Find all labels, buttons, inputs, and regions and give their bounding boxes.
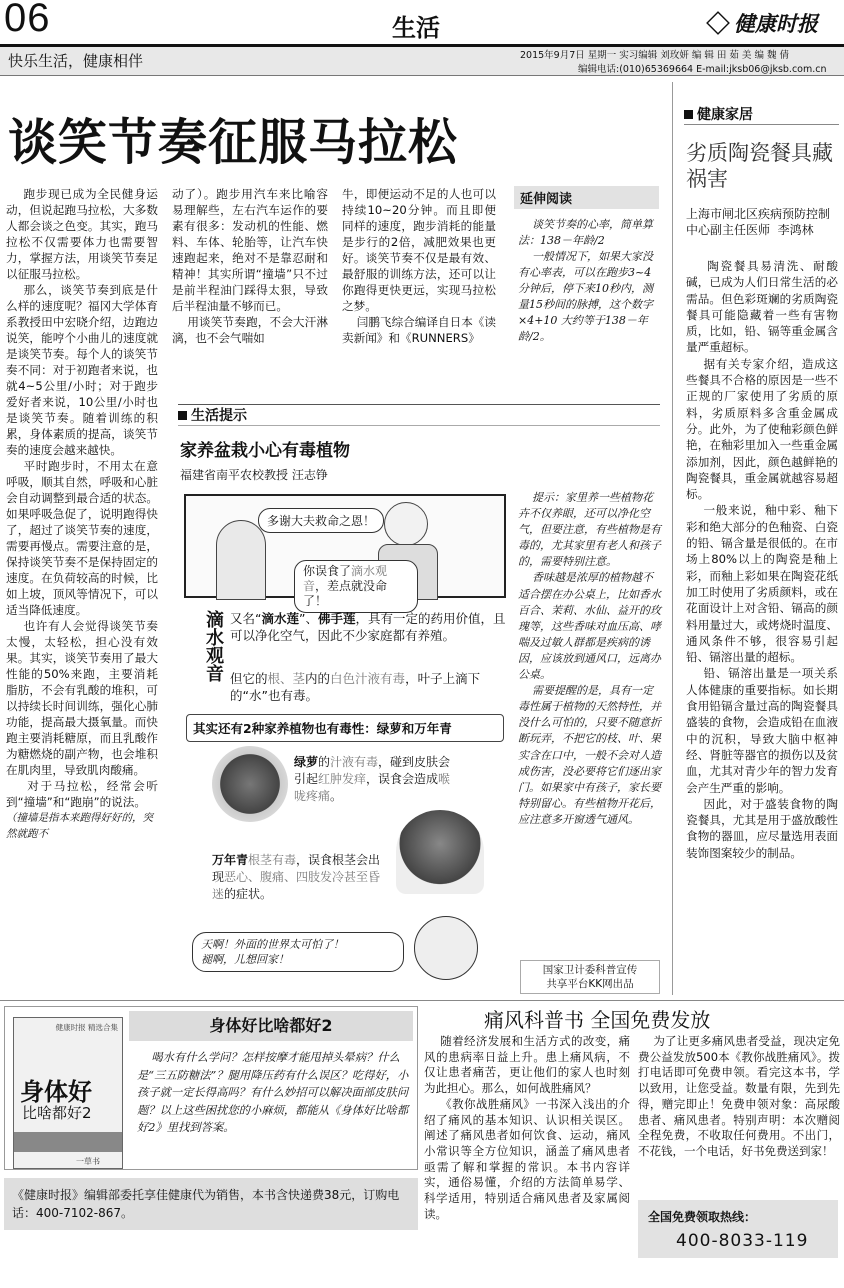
contact-line: 编辑电话:(010)65369664 E-mail:jksb06@jksb.com.cn: [578, 64, 827, 75]
header-rule-bottom: [0, 75, 844, 76]
home-column-tag: [684, 104, 839, 125]
lvluo-text: [294, 754, 454, 805]
lvluo-highlight: 喉咙疼痛: [294, 772, 451, 803]
book-ad-notice: [4, 1178, 418, 1230]
home-column-tag-label: 健康家居: [697, 107, 753, 123]
plant-aliases: [230, 610, 506, 644]
bubble-out: 天啊！外面的世界太可怕了！ 褪啊，儿想回家！: [192, 932, 404, 972]
book-cover-title-2: 比啥都好2: [22, 1104, 92, 1122]
life-tips-credit: 国家卫计委科普宣传 共享平台KK网出品: [520, 960, 660, 994]
bubble-warn-text-end: ，差点就没命了！: [303, 579, 388, 608]
section-title: 生活: [392, 13, 440, 42]
book-cover-sub: 一草书: [76, 1157, 100, 1166]
extended-reading: [514, 186, 659, 398]
book-ad-title: 身体好比啥都好2: [209, 1016, 333, 1035]
bubble-warn: [294, 560, 418, 613]
home-column-rule: [672, 82, 673, 995]
lvluo-highlight: 红肿发痒: [318, 772, 367, 786]
book-ad-notice-text: 《健康时报》编辑部委托享佳健康代为销售，本书含快递费38元，订购电话：400-7102-867。: [12, 1188, 400, 1220]
wannianqing-highlight: 根茎有毒: [248, 853, 297, 867]
plant-warning: [230, 670, 506, 704]
paper-logo: [706, 8, 818, 38]
plant-infographic: [182, 492, 510, 992]
wannianqing-text-part: ，误食根茎会出现: [212, 853, 381, 884]
bubble-thanks: 多谢大夫救命之恩！: [258, 508, 384, 533]
plant-warning-highlight: 根、茎: [267, 671, 306, 686]
plant-aliases-text-end: ，具有一定的药用价值，且可以净化空气，因此不少家庭都有养殖。: [230, 611, 506, 643]
home-column-byline: 上海市闸北区疾病预防控制中心副主任医师 李鸿林: [686, 207, 831, 237]
paper-name: 健康时报: [734, 11, 818, 36]
main-article-note: （撞墙是指本来跑得好好的，突然就跑不: [6, 812, 153, 840]
plant-warning-text: 内的: [305, 671, 331, 686]
plant-vertical-label: 滴水观音: [203, 610, 224, 682]
tag-square-icon: [178, 411, 187, 420]
plant-alias-1: 滴水莲: [261, 611, 299, 626]
lvluo-text-end: 。: [330, 789, 343, 803]
crying-character: [414, 916, 478, 980]
plant-aliases-text: 又名“: [230, 611, 262, 626]
main-article-col3: 牛，即便运动不足的人也可以持续10~20分钟。而且即便同样的速度，跑步消耗的能量是步行的2倍，减肥效果也更好。谈笑节奏不仅是最有效、最舒服的训练方法，还可以让你跑得更快更远，实现马拉松之梦。 闫鹏飞综合编译自日本《读卖新闻》和《RUNNERS》: [342, 187, 496, 345]
wannianqing-text-end: 的症状。: [224, 887, 273, 901]
lvluo-text-part: ，误食会造成: [366, 772, 439, 786]
life-tips-tag: [178, 404, 660, 426]
plant-warning-text-end: ，叶子上滴下的“水”也有毒。: [230, 671, 481, 703]
bottom-rule: [0, 1000, 844, 1001]
lvluo-text-part: 的: [318, 755, 331, 769]
main-article-text: 跑步现已成为全民健身运动，但说起跑马拉松，大多数人都会谈之色变。其实，跑马拉松不仅需要体力也需要智力，掌握方法，用谈笑节奏足以征服马拉松。 那么，谈笑节奏到底是什么样的速度呢？福冈大学体育系教授田中宏晓介绍，边跑边说笑，能哼个小曲儿的速度就是谈笑节奏。每个人的谈笑节奏不同：对于初跑者来说，也就4~5公里/小时；对于跑步爱好者来说，10公里/小时也是谈笑节奏。随着训练的积累，身体素质的提高，谈笑节奏的速度会越来越快。 平时跑步时，不用太在意呼吸，顺其自然，呼吸和心脏会自动调整到最合适的状态。如果呼吸急促了，说明跑得快了，超过了谈笑节奏的速度，需要再慢点。需要注意的是，保持谈笑节奏不是保持固定的速度。在负荷较高的时候，比如上坡，顶风等情况下，可以适当降低速度。 也许有人会觉得谈笑节奏太慢，太轻松，担心没有效果。其实，谈笑节奏用了最大性能的50%来跑，主要消耗脂肪，不会有乳酸的堆积，可以持续长时间训练，强化心肺功能，提高最大摄氧量。而快跑主要消耗糖原，而且乳酸作为糖燃烧的副产物，也会堆积在肌肉里，导致肌肉酸痛。 对于马拉松，经常会听到“撞墙”和“跑崩”的说法。: [6, 187, 158, 809]
plant-alias-2: 佛手莲: [317, 611, 356, 626]
lvluo-plant-image: [212, 746, 288, 822]
patient-figure: [384, 502, 428, 546]
gout-ad-col2: 为了让更多痛风患者受益，现决定免费公益发放500本《教你战胜痛风》。拨打电话即可免费申领。看完这本书，学以致用，让您受益。数量有限，先到先得，赠完即止！免费申领对象：高尿酸患者、痛风患者。特别声明：本次赠阅全程免费，不收取任何费用。不出门，不花钱，一个电话，好书免费送到家！: [638, 1034, 841, 1158]
bubble-warn-highlight: 滴水观音: [303, 564, 388, 593]
gout-ad-headline: 痛风科普书 全国免费发放: [484, 1008, 711, 1032]
lvluo-name: 绿萝: [294, 755, 319, 769]
comic-panel: [184, 494, 506, 608]
plant-banner: 其实还有2种家养植物也有毒性：绿萝和万年青: [186, 714, 504, 742]
book-cover-band: [14, 1132, 122, 1152]
plant-warning-text: 但它的: [230, 671, 268, 686]
main-headline: 谈笑节奏征服马拉松: [8, 114, 459, 171]
gout-hotline-number[interactable]: 400-8033-119: [676, 1231, 809, 1251]
main-article-col1: [6, 186, 158, 842]
plant-alias-sep: ”、: [299, 611, 318, 626]
tag-square-icon: [684, 110, 693, 119]
book-ad-text: 喝水有什么学问？怎样按摩才能甩掉头晕病？什么是“三五防糖法”？腿用降压药有什么误区？吃得好，小孩子就一定长得高吗？有什么妙招可以解决面部皮肤问题？以上这些困扰您的小麻烦，都能从《身体好比啥都好2》里找到答案。: [137, 1051, 409, 1134]
home-column-headline: 劣质陶瓷餐具藏祸害: [686, 141, 833, 191]
gout-hotline-label: 全国免费领取热线：: [648, 1210, 757, 1224]
date-line: 2015年9月7日 星期一 实习编辑 刘玫妍 编 辑 田 茹 美 编 魏 倩: [520, 50, 789, 61]
life-tips-headline: 家养盆栽小心有毒植物: [180, 441, 350, 461]
logo-icon: [706, 11, 730, 35]
doctor-figure: [216, 520, 266, 600]
bubble-warn-text: 你误食了: [303, 564, 352, 578]
life-tips-text: 提示：家里养一些植物花卉不仅养眼，还可以净化空气，但要注意，有些植物是有毒的，尤其家里有老人和孩子的，需要特别注意。 香味越是浓厚的植物越不适合摆在办公桌上，比如香水百合、茉莉、水仙、益开的玫瑰等，这些香味对血压高、哮喘及过敏人群都是疾病的诱因，应该放到通风口，远离办公桌。 需要提醒的是，具有一定毒性属于植物的天然特性，并没什么可怕的，只要不随意折断玩弄，不把它的枝、叶、果实含在口中，一般不会对人造成伤害，没必要将它们逐出家门。如果家中有孩子，家长要特别留心。有些植物开花后，应注意多开窗透气通风。: [518, 491, 661, 826]
wannianqing-highlight: 恶心、腹痛、四肢发冷甚至昏迷: [212, 870, 381, 901]
gout-hotline-box: [638, 1200, 838, 1258]
book-cover: [13, 1017, 123, 1169]
gout-ad-col1: 随着经济发展和生活方式的改变，痛风的患病率日益上升。患上痛风病，不仅让患者痛苦，更让他们的家人也时刻为此担心。那么，如何战胜痛风？ 《教你战胜痛风》一书深入浅出的介绍了痛风的基本知识、认识相关误区。阐述了痛风患者如何饮食、运动，痛风小常识等全方位知识，涵盖了痛风患者亟需了解和掌握的常识。本书内容详实，通俗易懂，介绍的方法简单易学、科学适用，特别适合痛风患者及家属阅读。: [424, 1034, 631, 1221]
book-ad: [4, 1006, 418, 1170]
plant-warning-highlight: 白色汁液有毒: [330, 671, 406, 686]
lvluo-highlight: 汁液有毒: [330, 755, 379, 769]
home-column-body: 陶瓷餐具易清洗、耐酸碱，已成为人们日常生活的必需品。但色彩斑斓的劣质陶瓷餐具可能隐藏着一些有害物质，比如，铅、镉等重金属含量严重超标。 据有关专家介绍，造成这些餐具不合格的原因是一些不正规的厂家使用了劣质的原料，劣质原料多含重金属成分。此外，为了使釉彩颜色鲜艳，在釉彩里加入一些重金属添加剂，因此，颜色越鲜艳的陶瓷餐具，重金属就越容易超标。 一般来说，釉中彩、釉下彩和绝大部分的色釉瓷、白瓷的铅、镉含量是很低的。在市场上80%以上的陶瓷是釉上彩，而釉上彩如果在陶瓷花纸加工时使用了劣质颜料，或在花面设计上对含铅、镉高的颜料用量过大，或烤烧时温度、通风条件不够，很容易引起铅、镉溶出量的超标。 铅、镉溶出量是一项关系人体健康的重要指标。如长期食用铅镉含量过高的陶瓷餐具盛装的食物，会造成铅在血液中的沉积，导致大脑中枢神经、肾脏等器官的损伤以及贫血，尤其对青少年的智力发育会产生严重的影响。 因此，对于盛装食物的陶瓷餐具，尤其是用于盛放酸性食物的器皿，应尽量选用表面装饰图案较少的制品。: [686, 259, 838, 860]
wannianqing-text: [212, 852, 386, 903]
page-number: 06: [4, 0, 51, 40]
book-cover-top: 健康时报 精选合集: [55, 1023, 118, 1032]
extended-reading-title: 延伸阅读: [514, 186, 659, 209]
extended-reading-text: 谈笑节奏的心率，简单算法：138－年龄/2 一般情况下，如果大家没有心率表，可以在跑步3~4分钟后，停下来10秒内，测量15秒间的脉搏，这个数字×4+10 大约等于138－年龄/2。: [518, 218, 653, 343]
book-cover-title-1: 身体好: [20, 1078, 92, 1106]
life-tips-byline: 福建省南平农校教授 汪志铮: [180, 468, 328, 482]
wannianqing-plant-image: [396, 810, 484, 894]
slogan: 快乐生活，健康相伴: [8, 52, 144, 70]
life-tips-tag-label: 生活提示: [191, 408, 247, 424]
lvluo-text-part: ，碰到皮肤会引起: [294, 755, 451, 786]
main-article-col2: 动了）。跑步用汽车来比喻容易理解些，左右汽车运作的要素有很多：发动机的性能、燃料、车体、轮胎等，让汽车快速跑起来，绝对不是靠忍耐和精神！其实所谓“撞墙”只不过是前半程油门踩得太狠，导致后半程油量不够而已。 用谈笑节奏跑，不会大汗淋漓，也不会气喘如: [172, 187, 328, 345]
wannianqing-name: 万年青: [212, 853, 249, 867]
book-ad-title-bar: [129, 1011, 413, 1041]
